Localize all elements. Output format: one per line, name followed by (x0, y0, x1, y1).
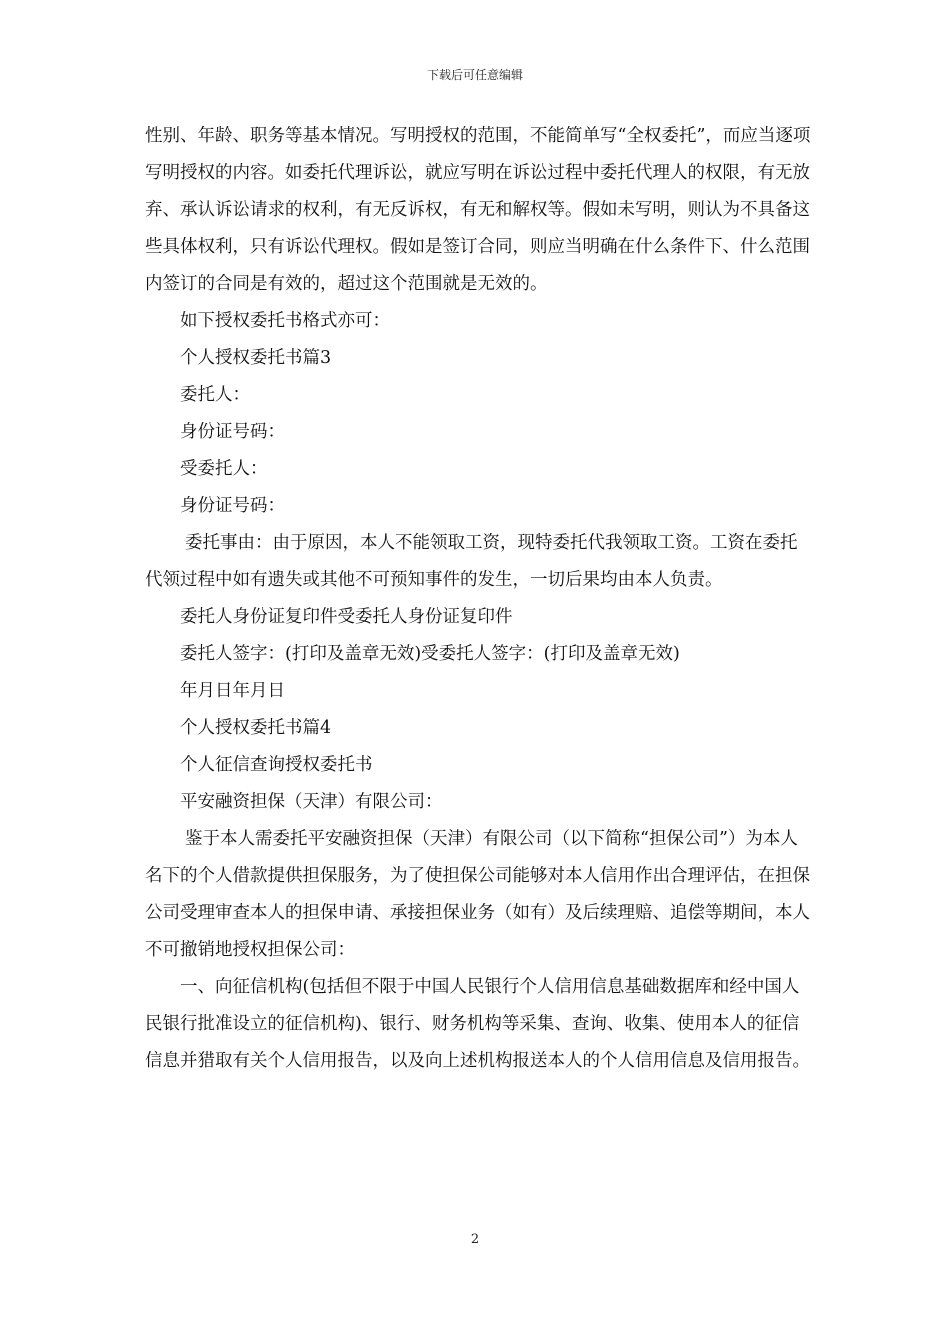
page-header: 下载后可任意编辑 (426, 68, 523, 82)
field-agent-id: 身份证号码： (180, 496, 285, 516)
page-number: 2 (470, 1232, 480, 1247)
addressee: 平安融资担保（天津）有限公司： (180, 792, 443, 812)
field-principal-id: 身份证号码： (180, 422, 285, 442)
section-heading-3: 个人授权委托书篇3 (180, 348, 332, 368)
field-id-copies: 委托人身份证复印件受委托人身份证复印件 (180, 607, 513, 627)
field-agent: 受委托人： (180, 459, 268, 479)
paragraph-clause-1: 一、向征信机构(包括但不限于中国人民银行个人信用信息基础数据库和经中国人民银行批准设立的征信机构)、银行、财务机构等采集、查询、收集、使用本人的征信信息并猎取有关个人信用报告，以及向上述机构报送本人的个人信用信息及信用报告。 (145, 977, 810, 1071)
paragraph-format-intro: 如下授权委托书格式亦可： (180, 311, 390, 331)
field-signatures: 委托人签字：(打印及盖章无效)受委托人签字：(打印及盖章无效) (180, 644, 680, 664)
paragraph-whereas: 鉴于本人需委托平安融资担保（天津）有限公司（以下简称“担保公司”）为本人名下的个人借款提供担保服务，为了使担保公司能够对本人信用作出合理评估，在担保公司受理审查本人的担保申请、承接担保业务（如有）及后续理赔、追偿等期间，本人不可撤销地授权担保公司： (145, 829, 810, 960)
document-title-credit-query: 个人征信查询授权委托书 (180, 755, 373, 775)
document-body (145, 118, 811, 1080)
paragraph-scope-of-authorization: 性别、年龄、职务等基本情况。写明授权的范围，不能简单写“全权委托”，而应当逐项写明授权的内容。如委托代理诉讼，就应写明在诉讼过程中委托代理人的权限，有无放弃、承认诉讼请求的权利，有无反诉权，有无和解权等。假如未写明，则认为不具备这些具体权利，只有诉讼代理权。假如是签订合同，则应当明确在什么条件下、什么范围内签订的合同是有效的，超过这个范围就是无效的。 (145, 126, 811, 294)
paragraph-entrust-reason: 委托事由：由于原因，本人不能领取工资，现特委托代我领取工资。工资在委托代领过程中如有遗失或其他不可预知事件的发生，一切后果均由本人负责。 (145, 533, 798, 590)
field-dates: 年月日年月日 (180, 681, 285, 701)
field-principal: 委托人： (180, 385, 250, 405)
section-heading-4: 个人授权委托书篇4 (180, 718, 332, 738)
